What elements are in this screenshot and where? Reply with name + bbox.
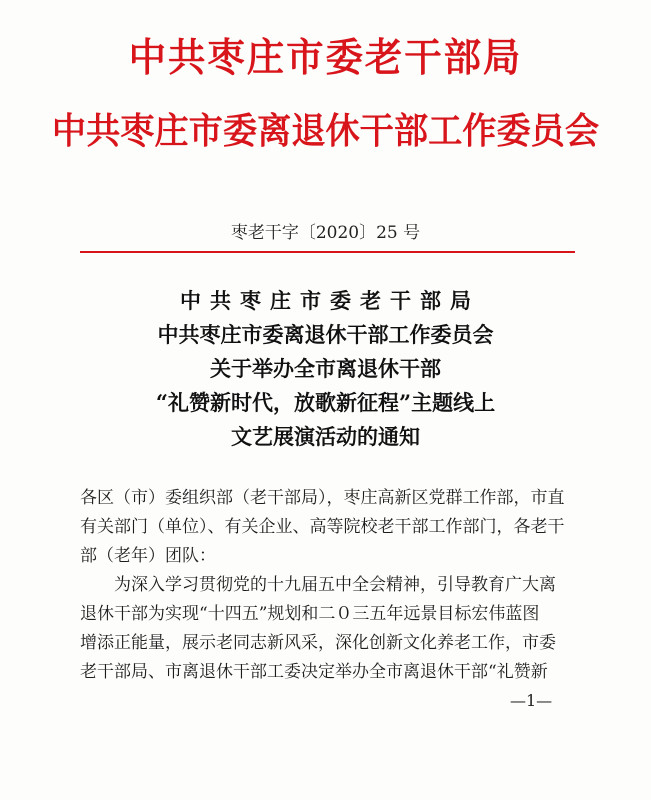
document-title xyxy=(0,284,651,454)
document-number: 枣老干字〔2020〕25 号 xyxy=(230,223,421,243)
paragraph-line: 老干部局、市离退休干部工委决定举办全市离退休干部“礼赞新 xyxy=(80,662,548,682)
salutation-line: 部（老年）团队： xyxy=(80,546,216,566)
title-line: 文艺展演活动的通知 xyxy=(231,424,420,449)
document-body xyxy=(80,484,575,687)
paragraph-line: 增添正能量，展示老同志新风采，深化创新文化养老工作，市委 xyxy=(80,633,556,653)
salutation-line: 各区（市）委组织部（老干部局），枣庄高新区党群工作部，市直 xyxy=(80,488,565,508)
paragraph-line: 为深入学习贯彻党的十九届五中全会精神，引导教育广大离 xyxy=(114,575,556,595)
title-line: “礼赞新时代，放歌新征程”主题线上 xyxy=(155,390,496,415)
salutation xyxy=(80,484,575,571)
red-separator-line xyxy=(80,251,575,253)
letterhead-line-2: 中共枣庄市委离退休干部工作委员会 xyxy=(51,110,600,152)
title-line: 关于举办全市离退休干部 xyxy=(210,356,441,381)
salutation-line: 有关部门（单位）、有关企业、高等院校老干部工作部门，各老干 xyxy=(80,517,565,537)
title-line: 中共枣庄市委离退休干部工作委员会 xyxy=(157,322,494,347)
paragraph-line: 退休干部为实现“十四五”规划和二０三五年远景目标宏伟蓝图 xyxy=(80,604,540,624)
body-paragraph xyxy=(80,571,575,687)
page-number: —1— xyxy=(510,691,553,710)
letterhead-line-1: 中共枣庄市委老干部局 xyxy=(128,35,523,81)
title-line: 中共枣庄市委老干部局 xyxy=(180,288,480,313)
